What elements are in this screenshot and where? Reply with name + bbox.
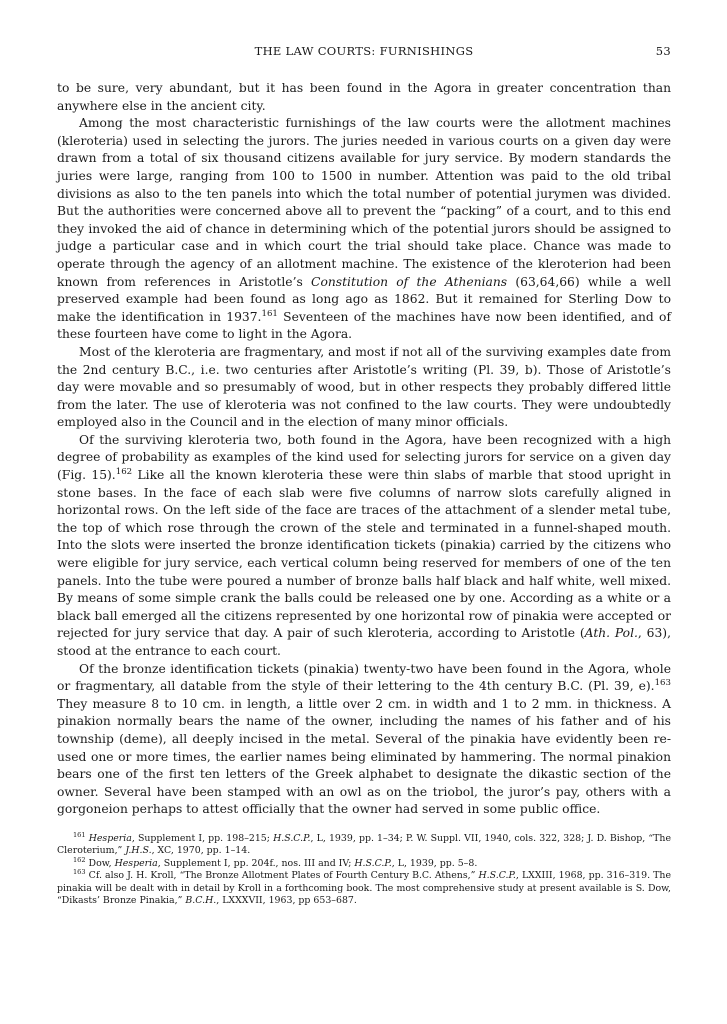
paragraph-3-text: Most of the kleroteria are fragmentary, and most if not all of the surviving examples date from the 2nd century B.C., i.e. two centuries after Aristotle’s writing (Pl. 39, b). Those of Aristotle’s day were movable and so presumably of wood, but in other respects they probably differed little from the later. The use of kleroteria was not confined to the law courts. They were undoubtedly employed also in the Council and in the election of many minor officials. (57, 344, 671, 430)
paragraph-5-text-a: Of the bronze identification tickets (pinakia) twenty-two have been found in the Agora, whole or fragmentary, all datable from the style of their lettering to the 4th century B.C. (Pl. 39, e). (57, 661, 671, 694)
paragraph-4-text-a: Of the surviving kleroteria two, both found in the Agora, have been recognized with a high degree of probability as examples of the kind used for selecting jurors for service on a given day (Fig. 15). (57, 432, 671, 483)
footnote-number: 162 (73, 855, 86, 864)
journal-title: H.S.C.P. (354, 857, 392, 869)
paragraph-3 (57, 344, 671, 432)
paragraph-4 (57, 432, 671, 661)
paragraph-5 (57, 661, 671, 819)
footnote-number: 161 (73, 830, 86, 839)
paragraph-4-text-b: Like all the known kleroteria these were thin slabs of marble that stood upright in stone bases. In the face of each slab were five columns of narrow slots carefully aligned in horizontal rows. On the left side of the face are traces of the attachment of a slender metal tube, the top of which rose through the crown of the stele and terminated in a funnel-shaped mouth. Into the slots were inserted the bronze identification tickets (pinakia) carried by the citizens who were eligible for jury service, each vertical column being reserved for members of one of the ten panels. Into the tube were poured a number of bronze balls half black and half white, well mixed. By means of some simple crank the balls could be released one by one. According as a white or a black ball emerged all the citizens represented by one horizontal row of pinakia were accepted or rejected for jury service that day. A pair of such kleroteria, according to Aristotle ( (57, 468, 671, 641)
footnote-text: , LXXXVII, 1963, pp 653–687. (216, 894, 357, 906)
footnote-number: 163 (73, 868, 86, 877)
page-number: 53 (655, 44, 671, 58)
paragraph-5-text-b: They measure 8 to 10 cm. in length, a little over 2 cm. in width and 1 to 2 mm. in thickness. A pinakion normally bears the name of the owner, including the names of his father and of his township (deme), all deeply incised in the metal. Several of the pinakia have evidently been re-used one or more times, the earlier names being eliminated by hammering. The normal pinakion bears one of the first ten letters of the Greek alphabet to designate the dikastic section of the owner. Several have been stamped with an owl as on the triobol, the juror’s pay, others with a gorgoneion perhaps to attest officially that the owner had served in some public office. (57, 696, 671, 817)
journal-title: Hesperia (88, 832, 132, 844)
paragraph-1 (57, 80, 671, 115)
footnote-text: , Supplement I, pp. 198–215; (131, 832, 274, 844)
footnote-text: , XC, 1970, pp. 1–14. (151, 845, 251, 857)
footnotes (57, 830, 671, 907)
journal-title: H.S.C.P. (478, 870, 516, 882)
paragraph-2-text-b: (63,64,66) while a well preserved example had been found as long ago as 1862. But it remained for Sterling Dow to make the identification in 1937. (57, 274, 671, 324)
paragraph-4-text-c: , 63), stood at the entrance to each court. (57, 626, 671, 658)
paragraph-2 (57, 115, 671, 344)
paragraph-2-text-a: Among the most characteristic furnishings of the law courts were the allotment machines (kleroteria) used in selecting the jurors. The juries needed in various courts on a given day were drawn from a total of six thousand citizens available for jury service. By modern standards the juries were large, ranging from 100 to 1500 in number. Attention was paid to the old tribal divisions as also to the ten panels into which the total number of potential jurymen was divided. But the authorities were concerned above all to prevent the “packing” of a court, and to this end they invoked the aid of chance in determining which of the potential jurors should be assigned to judge a particular case and in which court the trial should take place. Chance was made to operate through the agency of an allotment machine. The existence of the kleroterion had been known from references in Aristotle’s (57, 116, 671, 289)
journal-title: B.C.H. (185, 894, 217, 906)
work-title: Ath. Pol. (584, 626, 638, 641)
footnote-163 (57, 870, 671, 907)
footnote-ref-163[interactable]: 163 (654, 678, 671, 689)
body-text (57, 80, 671, 819)
paragraph-2-text-c: Seventeen of the machines have now been identified, and of these fourteen have come to light in the Agora. (57, 309, 671, 342)
running-head: THE LAW COURTS: FURNISHINGS (254, 44, 474, 58)
footnote-text: , L, 1939, pp. 5–8. (391, 857, 478, 869)
footnote-161 (57, 830, 671, 858)
journal-title: J.H.S. (125, 845, 152, 857)
footnote-text: , L, 1939, pp. 1–34; P. W. Suppl. VII, 1940, cols. 322, 328; J. D. Bishop, “The Cleroterium,” (57, 832, 671, 857)
footnote-text: , LXXIII, 1968, pp. 316–319. The pinakia will be dealt with in detail by Kroll in a forthcoming book. The most comprehensive study at present available is S. Dow, “Dikasts’ Bronze Pinakia,” (57, 870, 671, 906)
footnote-ref-162[interactable]: 162 (115, 466, 133, 477)
work-title: Constitution of the Athenians (311, 274, 508, 289)
journal-title: Hesperia (114, 857, 158, 869)
paragraph-1-text: to be sure, very abundant, but it has been found in the Agora in greater concentration than anywhere else in the ancient city. (57, 81, 671, 113)
footnote-ref-161[interactable]: 161 (261, 308, 278, 319)
page-header (57, 44, 671, 64)
footnote-text: Dow, (88, 857, 115, 869)
journal-title: H.S.C.P. (273, 832, 311, 844)
footnote-text: Cf. also J. H. Kroll, “The Bronze Allotment Plates of Fourth Century B.C. Athens,” (88, 870, 479, 882)
book-page (57, 44, 671, 907)
footnote-162 (57, 855, 671, 870)
footnote-text: , Supplement I, pp. 204f., nos. III and IV; (157, 857, 355, 869)
